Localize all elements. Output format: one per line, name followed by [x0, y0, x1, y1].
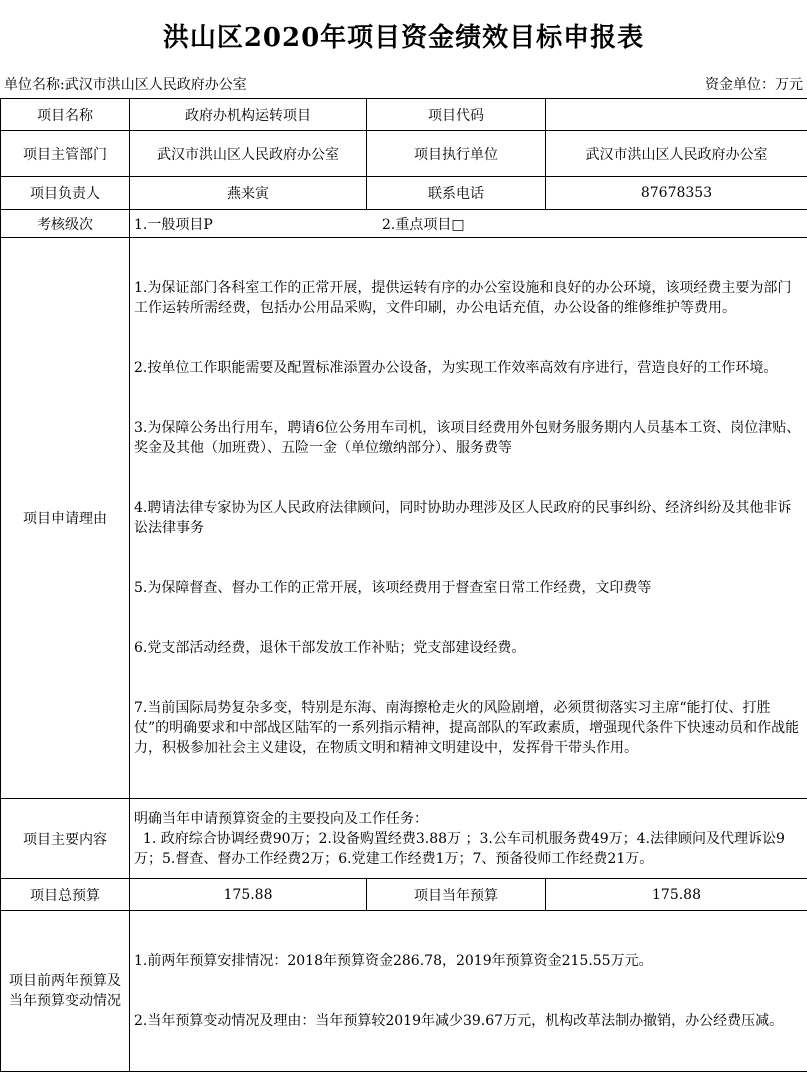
- exec-unit-label: 项目执行单位: [367, 131, 546, 177]
- level-label: 考核级次: [1, 210, 130, 238]
- level-options: [130, 210, 807, 238]
- level-key-option: 2.重点项目□: [382, 217, 465, 233]
- change-item-1: 1.前两年预算安排情况：2018年预算资金286.78，2019年预算资金215.55万元。: [134, 951, 803, 971]
- year-budget-value: 175.88: [546, 879, 807, 911]
- phone-label: 联系电话: [367, 177, 546, 210]
- budget-label: 项目总预算: [1, 879, 130, 911]
- dept-value: 武汉市洪山区人民政府办公室: [130, 131, 367, 177]
- budget-value: 175.88: [130, 879, 367, 911]
- exec-unit-value: 武汉市洪山区人民政府办公室: [546, 131, 807, 177]
- change-label: 项目前两年预算及当年预算变动情况: [1, 911, 130, 1072]
- project-code-value: [546, 99, 807, 131]
- row-reason: [1, 238, 807, 799]
- row-dept: [1, 131, 807, 177]
- row-budget: [1, 879, 807, 911]
- reason-item-3: 3.为保障公务出行用车，聘请6位公务用车司机，该项目经费用外包财务服务期内人员基本工资、岗位津贴、奖金及其他（加班费）、五险一金（单位缴纳部分）、服务费等: [134, 418, 803, 458]
- row-project-name: [1, 99, 807, 131]
- row-person: [1, 177, 807, 210]
- reason-text: [130, 238, 807, 799]
- change-text: [130, 911, 807, 1072]
- reason-item-6: 6.党支部活动经费，退休干部发放工作补贴；党支部建设经费。: [134, 638, 803, 658]
- person-label: 项目负责人: [1, 177, 130, 210]
- reason-item-2: 2.按单位工作职能需要及配置标准添置办公设备，为实现工作效率高效有序进行，营造良好的工作环境。: [134, 358, 803, 378]
- project-name-value: 政府办机构运转项目: [130, 99, 367, 131]
- reason-item-4: 4.聘请法律专家协为区人民政府法律顾问，同时协助办理涉及区人民政府的民事纠纷、经济纠纷及其他非诉讼法律事务: [134, 498, 803, 538]
- project-name-label: 项目名称: [1, 99, 130, 131]
- person-value: 燕来寅: [130, 177, 367, 210]
- content-label: 项目主要内容: [1, 799, 130, 879]
- change-item-2: 2.当年预算变动情况及理由：当年预算较2019年减少39.67万元，机构改革法制办撤销，办公经费压减。: [134, 1011, 803, 1031]
- row-level: [1, 210, 807, 238]
- level-general-option: 1.一般项目P: [130, 214, 382, 234]
- currency-unit: 资金单位：万元: [705, 72, 803, 98]
- form-table: [0, 98, 807, 1072]
- dept-label: 项目主管部门: [1, 131, 130, 177]
- reason-item-7: 7.当前国际局势复杂多变，特别是东海、南海擦枪走火的风险剧增，必须贯彻落实习主席“能打仗、打胜仗”的明确要求和中部战区陆军的一系列指示精神，提高部队的军政素质，增强现代条件下快速动员和作战能力，积极参加社会主义建设，在物质文明和精神文明建设中，发挥骨干带头作用。: [134, 698, 803, 758]
- unit-name: 单位名称:武汉市洪山区人民政府办公室: [4, 72, 247, 98]
- phone-value: 87678353: [546, 177, 807, 210]
- content-text: 明确当年申请预算资金的主要投向及工作任务： 1. 政府综合协调经费90万；2.设备购置经费3.88万 ；3.公车司机服务费49万；4.法律顾问及代理诉讼9万；5.督查、督办工作经费2万；6.党建工作经费1万；7、预备役师工作经费21万。: [130, 799, 807, 879]
- reason-item-1: 1.为保证部门各科室工作的正常开展，提供运转有序的办公室设施和良好的办公环境，该项经费主要为部门工作运转所需经费，包括办公用品采购，文件印刷，办公电话充值，办公设备的维修维护等费用。: [134, 278, 803, 318]
- project-code-label: 项目代码: [367, 99, 546, 131]
- row-change: [1, 911, 807, 1072]
- form-title: 洪山区2020年项目资金绩效目标申报表: [0, 0, 807, 70]
- year-budget-label: 项目当年预算: [367, 879, 546, 911]
- row-content: [1, 799, 807, 879]
- reason-label: 项目申请理由: [1, 238, 130, 799]
- reason-item-5: 5.为保障督查、督办工作的正常开展，该项经费用于督查室日常工作经费，文印费等: [134, 578, 803, 598]
